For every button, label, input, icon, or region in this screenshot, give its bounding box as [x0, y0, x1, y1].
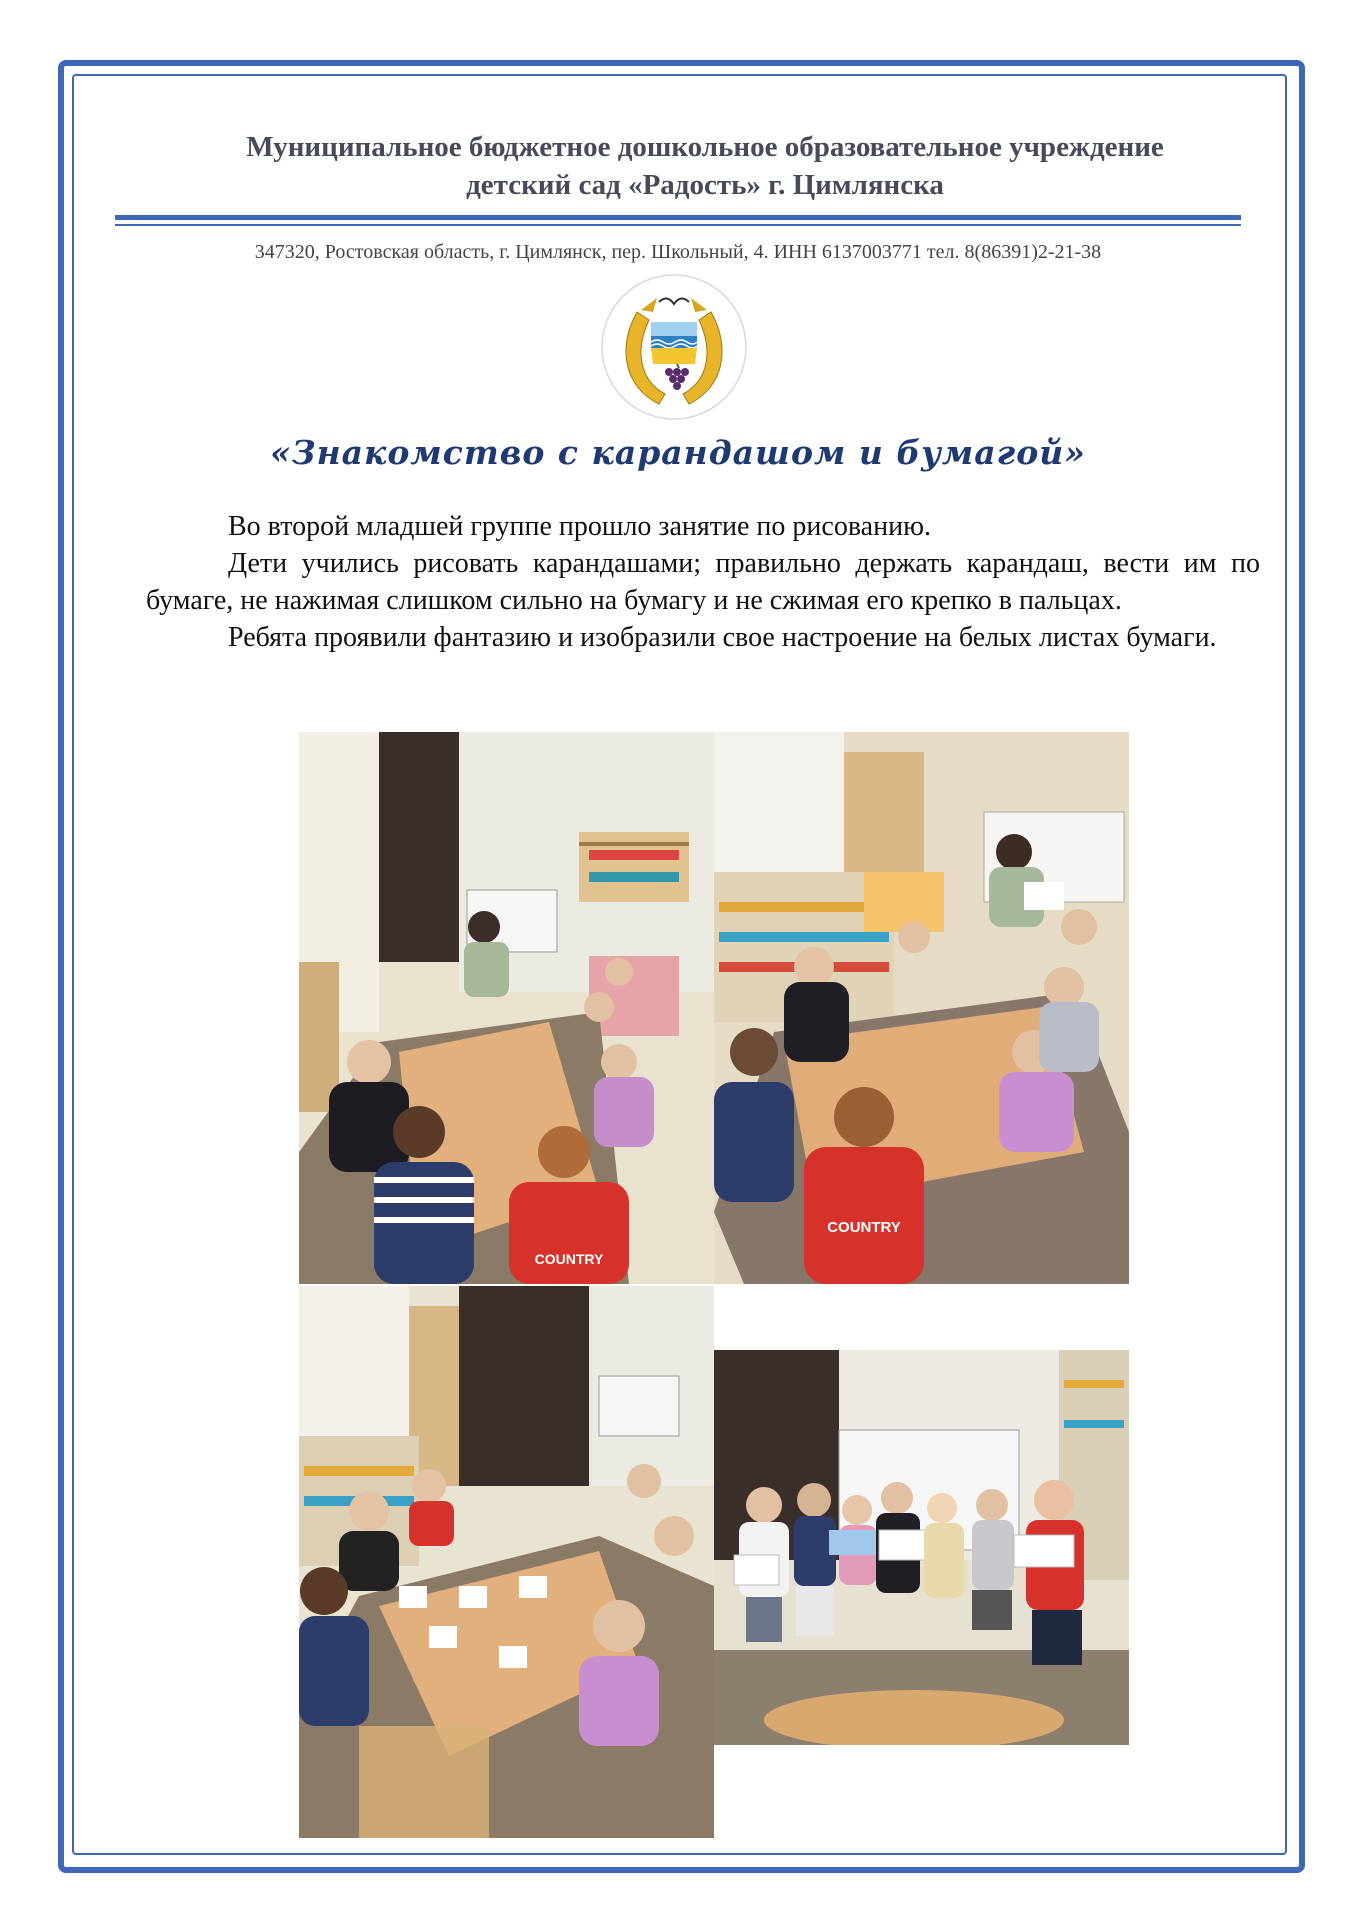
paragraph-1: Во второй младшей группе прошло занятие по рисованию.	[228, 511, 931, 542]
paragraph-2: Дети учились рисовать карандашами; правильно держать карандаш, вести им по бумаге, не нажимая слишком сильно на бумагу и не сжимая его крепко в пальцах.	[146, 548, 1260, 616]
photo-children-with-drawings	[714, 1350, 1129, 1745]
header-rule-thin	[115, 224, 1241, 226]
document-title: «Знакомство с карандашом и бумагой»	[270, 433, 1086, 472]
institution-header	[150, 128, 1260, 204]
body-text	[146, 508, 1260, 656]
shirt-print-2: COUNTRY	[827, 1219, 901, 1236]
paragraph-3: Ребята проявили фантазию и изобразили свое настроение на белых листах бумаги.	[228, 622, 1217, 653]
photo-class-table-3	[299, 1286, 714, 1838]
header-rule-thick	[115, 215, 1241, 220]
photo-class-table-2	[714, 732, 1129, 1284]
shirt-print-1: COUNTRY	[534, 1251, 604, 1267]
photo-class-table-1	[299, 732, 714, 1284]
institution-line-2: детский сад «Радость» г. Цимлянска	[466, 169, 944, 201]
institution-address: 347320, Ростовская область, г. Цимлянск, пер. Школьный, 4. ИНН 6137003771 тел. 8(86391)2-21-38	[254, 241, 1102, 263]
institution-line-1: Муниципальное бюджетное дошкольное образовательное учреждение	[246, 131, 1164, 163]
kindergarten-emblem-logo	[599, 272, 749, 422]
